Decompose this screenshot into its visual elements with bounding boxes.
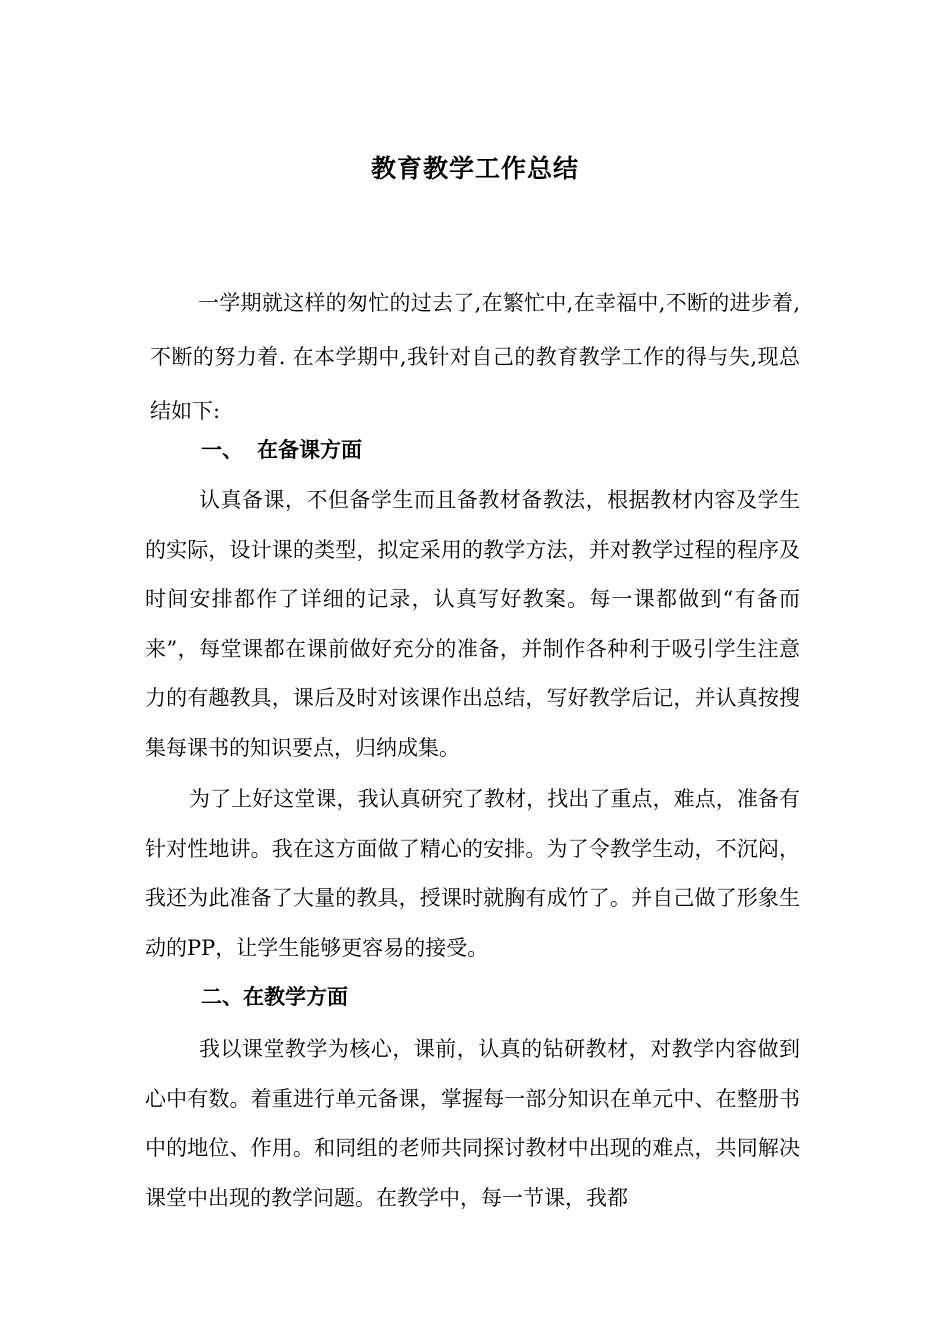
- section-number: 一、: [201, 437, 243, 462]
- section-heading-teaching: 二、在教学方面: [201, 984, 348, 1009]
- intro-paragraph: 一学期就这样的匆忙的过去了,在繁忙中,在幸福中,不断的进步着,不断的努力着. 在本学期中,我针对自己的教育教学工作的得与失,现总结如下:: [150, 291, 800, 423]
- section-heading-lesson-prep: [201, 430, 362, 470]
- lesson-prep-paragraph-1: 认真备课，不但备学生而且备教材备教法，根据教材内容及学生的实际，设计课的类型，拟定采用的教学方法，并对教学过程的程序及时间安排都作了详细的记录，认真写好教案。每一课都做到“有备而来”，每堂课都在课前做好充分的准备，并制作各种利于吸引学生注意力的有趣教具，课后及时对该课作出总结，写好教学后记，并认真按搜集每课书的知识要点，归纳成集。: [145, 488, 800, 760]
- section-heading-text: 在备课方面: [257, 437, 362, 462]
- lesson-prep-paragraph-2: 为了上好这堂课，我认真研究了教材，找出了重点，难点，准备有针对性地讲。我在这方面做了精心的安排。为了令教学生动，不沉闷，我还为此准备了大量的教具，授课时就胸有成竹了。并自己做了形象生动的PP，让学生能够更容易的接受。: [145, 787, 800, 960]
- document-title: 教育教学工作总结: [370, 153, 579, 183]
- teaching-paragraph-1: 我以课堂教学为核心，课前，认真的钻研教材，对教学内容做到心中有数。着重进行单元备课，掌握每一部分知识在单元中、在整册书中的地位、作用。和同组的老师共同探讨教材中出现的难点，共同解决课堂中出现的教学问题。在教学中，每一节课，我都: [145, 1037, 800, 1210]
